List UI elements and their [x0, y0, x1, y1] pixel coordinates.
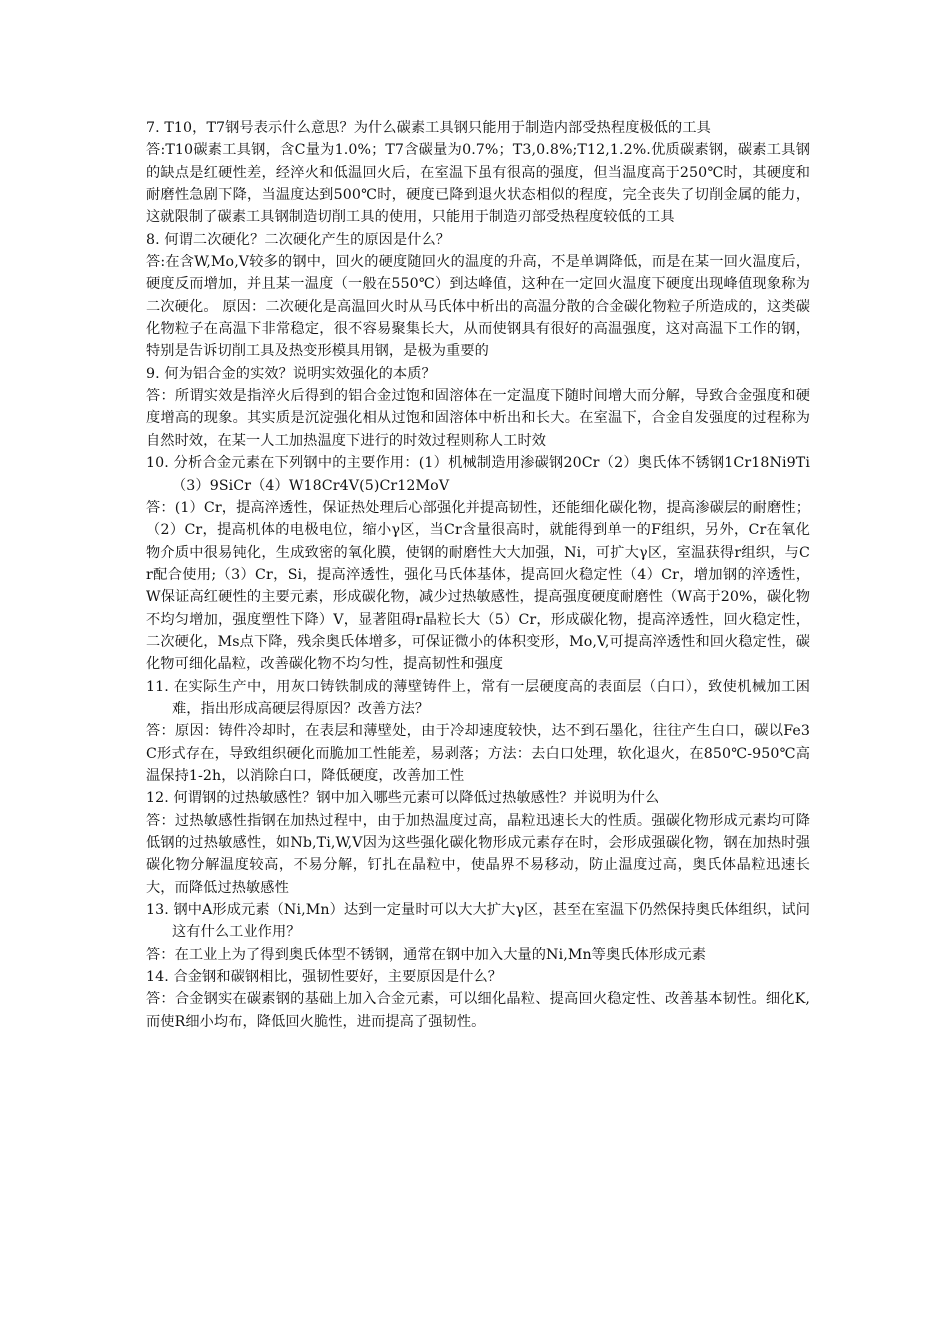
answer-13: 答：在工业上为了得到奥氏体型不锈钢，通常在钢中加入大量的Ni,Mn等奥氏体形成元素 — [146, 946, 706, 963]
document-page — [146, 117, 810, 1033]
question-12: 12. 何谓钢的过热敏感性？钢中加入哪些元素可以降低过热敏感性？并说明为什么 — [146, 790, 660, 807]
answer-7: 答:T10碳素工具钢，含C量为1.0%；T7含碳量为0.7%；T3,0.8%;T12,1.2%.优质碳素钢，碳素工具钢的缺点是红硬性差，经淬火和低温回火后，在室温下虽有很高的强度，但当温度高于250℃时，其硬度和耐磨性急剧下降，当温度达到500℃时，硬度已降到退火状态相似的程度，完全丧失了切削金属的能力，这就限制了碳素工具钢制造切削工具的使用，只能用于制造刃部受热程度较低的工具 — [146, 142, 810, 226]
answer-8: 答:在含W,Mo,V较多的钢中，回火的硬度随回火的温度的升高，不是单调降低，而是在某一回火温度后，硬度反而增加，并且某一温度（一般在550℃）到达峰值，这种在一定回火温度下硬度出现峰值现象称为二次硬化。 原因：二次硬化是高温回火时从马氏体中析出的高温分散的合金碳化物粒子所造成的，这类碳化物粒子在高温下非常稳定，很不容易聚集长大，从而使钢具有很好的高温强度，这对高温下工作的钢，特别是告诉切削工具及热变形模具用钢，是极为重要的 — [146, 254, 810, 360]
question-10: 10. 分析合金元素在下列钢中的主要作用：(1）机械制造用渗碳钢20Cr（2）奥氏体不锈钢1Cr18Ni9Ti（3）9SiCr（4）W18Cr4V(5)Cr12MoV — [146, 455, 810, 494]
answer-14: 答：合金钢实在碳素钢的基础上加入合金元素，可以细化晶粒、提高回火稳定性、改善基本韧性。细化K,而使R细小均布，降低回火脆性，进而提高了强韧性。 — [146, 991, 810, 1030]
question-14: 14. 合金钢和碳钢相比，强韧性要好，主要原因是什么？ — [146, 969, 503, 986]
question-7: 7. T10，T7钢号表示什么意思？为什么碳素工具钢只能用于制造内部受热程度极低的工具 — [146, 120, 711, 136]
question-9: 9. 何为铝合金的实效？说明实效强化的本质？ — [146, 365, 436, 382]
question-11: 11. 在实际生产中，用灰口铸铁制成的薄壁铸件上，常有一层硬度高的表面层（白口），致使机械加工困难，指出形成高硬层得原因？改善方法？ — [146, 678, 810, 717]
answer-11: 答：原因：铸件冷却时，在表层和薄壁处，由于冷却速度较快，达不到石墨化，往往产生白口，碳以Fe3C形式存在，导致组织硬化而脆加工性能差，易剥落；方法：去白口处理，软化退火，在850℃-950℃高温保持1-2h，以消除白口，降低硬度，改善加工性 — [146, 723, 810, 784]
question-8: 8. 何谓二次硬化？二次硬化产生的原因是什么？ — [146, 231, 451, 248]
answer-10: 答：(1）Cr，提高淬透性，保证热处理后心部强化并提高韧性，还能细化碳化物，提高渗碳层的耐磨性；（2）Cr，提高机体的电极电位，缩小γ区，当Cr含量很高时，就能得到单一的F组织，另外，Cr在氧化物介质中很易钝化，生成致密的氧化膜，使钢的耐磨性大大加强，Ni，可扩大γ区，室温获得r组织，与Cr配合使用;（3）Cr，Si，提高淬透性，强化马氏体基体，提高回火稳定性（4）Cr，增加钢的淬透性，W保证高红硬性的主要元素，形成碳化物，减少过热敏感性，提高强度硬度耐磨性（W高于20%，碳化物不均匀增加，强度塑性下降）V，显著阻碍r晶粒长大（5）Cr，形成碳化物，提高淬透性，回火稳定性，二次硬化，Ms点下降，残余奥氏体增多，可保证微小的体积变形，Mo,V,可提高淬透性和回火稳定性，碳化物可细化晶粒，改善碳化物不均匀性，提高韧性和强度 — [146, 499, 810, 673]
answer-12: 答：过热敏感性指钢在加热过程中，由于加热温度过高，晶粒迅速长大的性质。强碳化物形成元素均可降低钢的过热敏感性，如Nb,Ti,W,V因为这些强化碳化物形成元素存在时，会形成强碳化物，钢在加热时强碳化物分解温度较高，不易分解，钉扎在晶粒中，使晶界不易移动，防止温度过高，奥氏体晶粒迅速长大，而降低过热敏感性 — [146, 812, 810, 896]
answer-9: 答：所谓实效是指淬火后得到的铝合金过饱和固溶体在一定温度下随时间增大而分解，导致合金强度和硬度增高的现象。其实质是沉淀强化相从过饱和固溶体中析出和长大。在室温下，合金自发强度的过程称为自然时效，在某一人工加热温度下进行的时效过程则称人工时效 — [146, 388, 810, 449]
question-13: 13. 钢中A形成元素（Ni,Mn）达到一定量时可以大大扩大γ区，甚至在室温下仍然保持奥氏体组织，试问这有什么工业作用？ — [146, 902, 810, 941]
